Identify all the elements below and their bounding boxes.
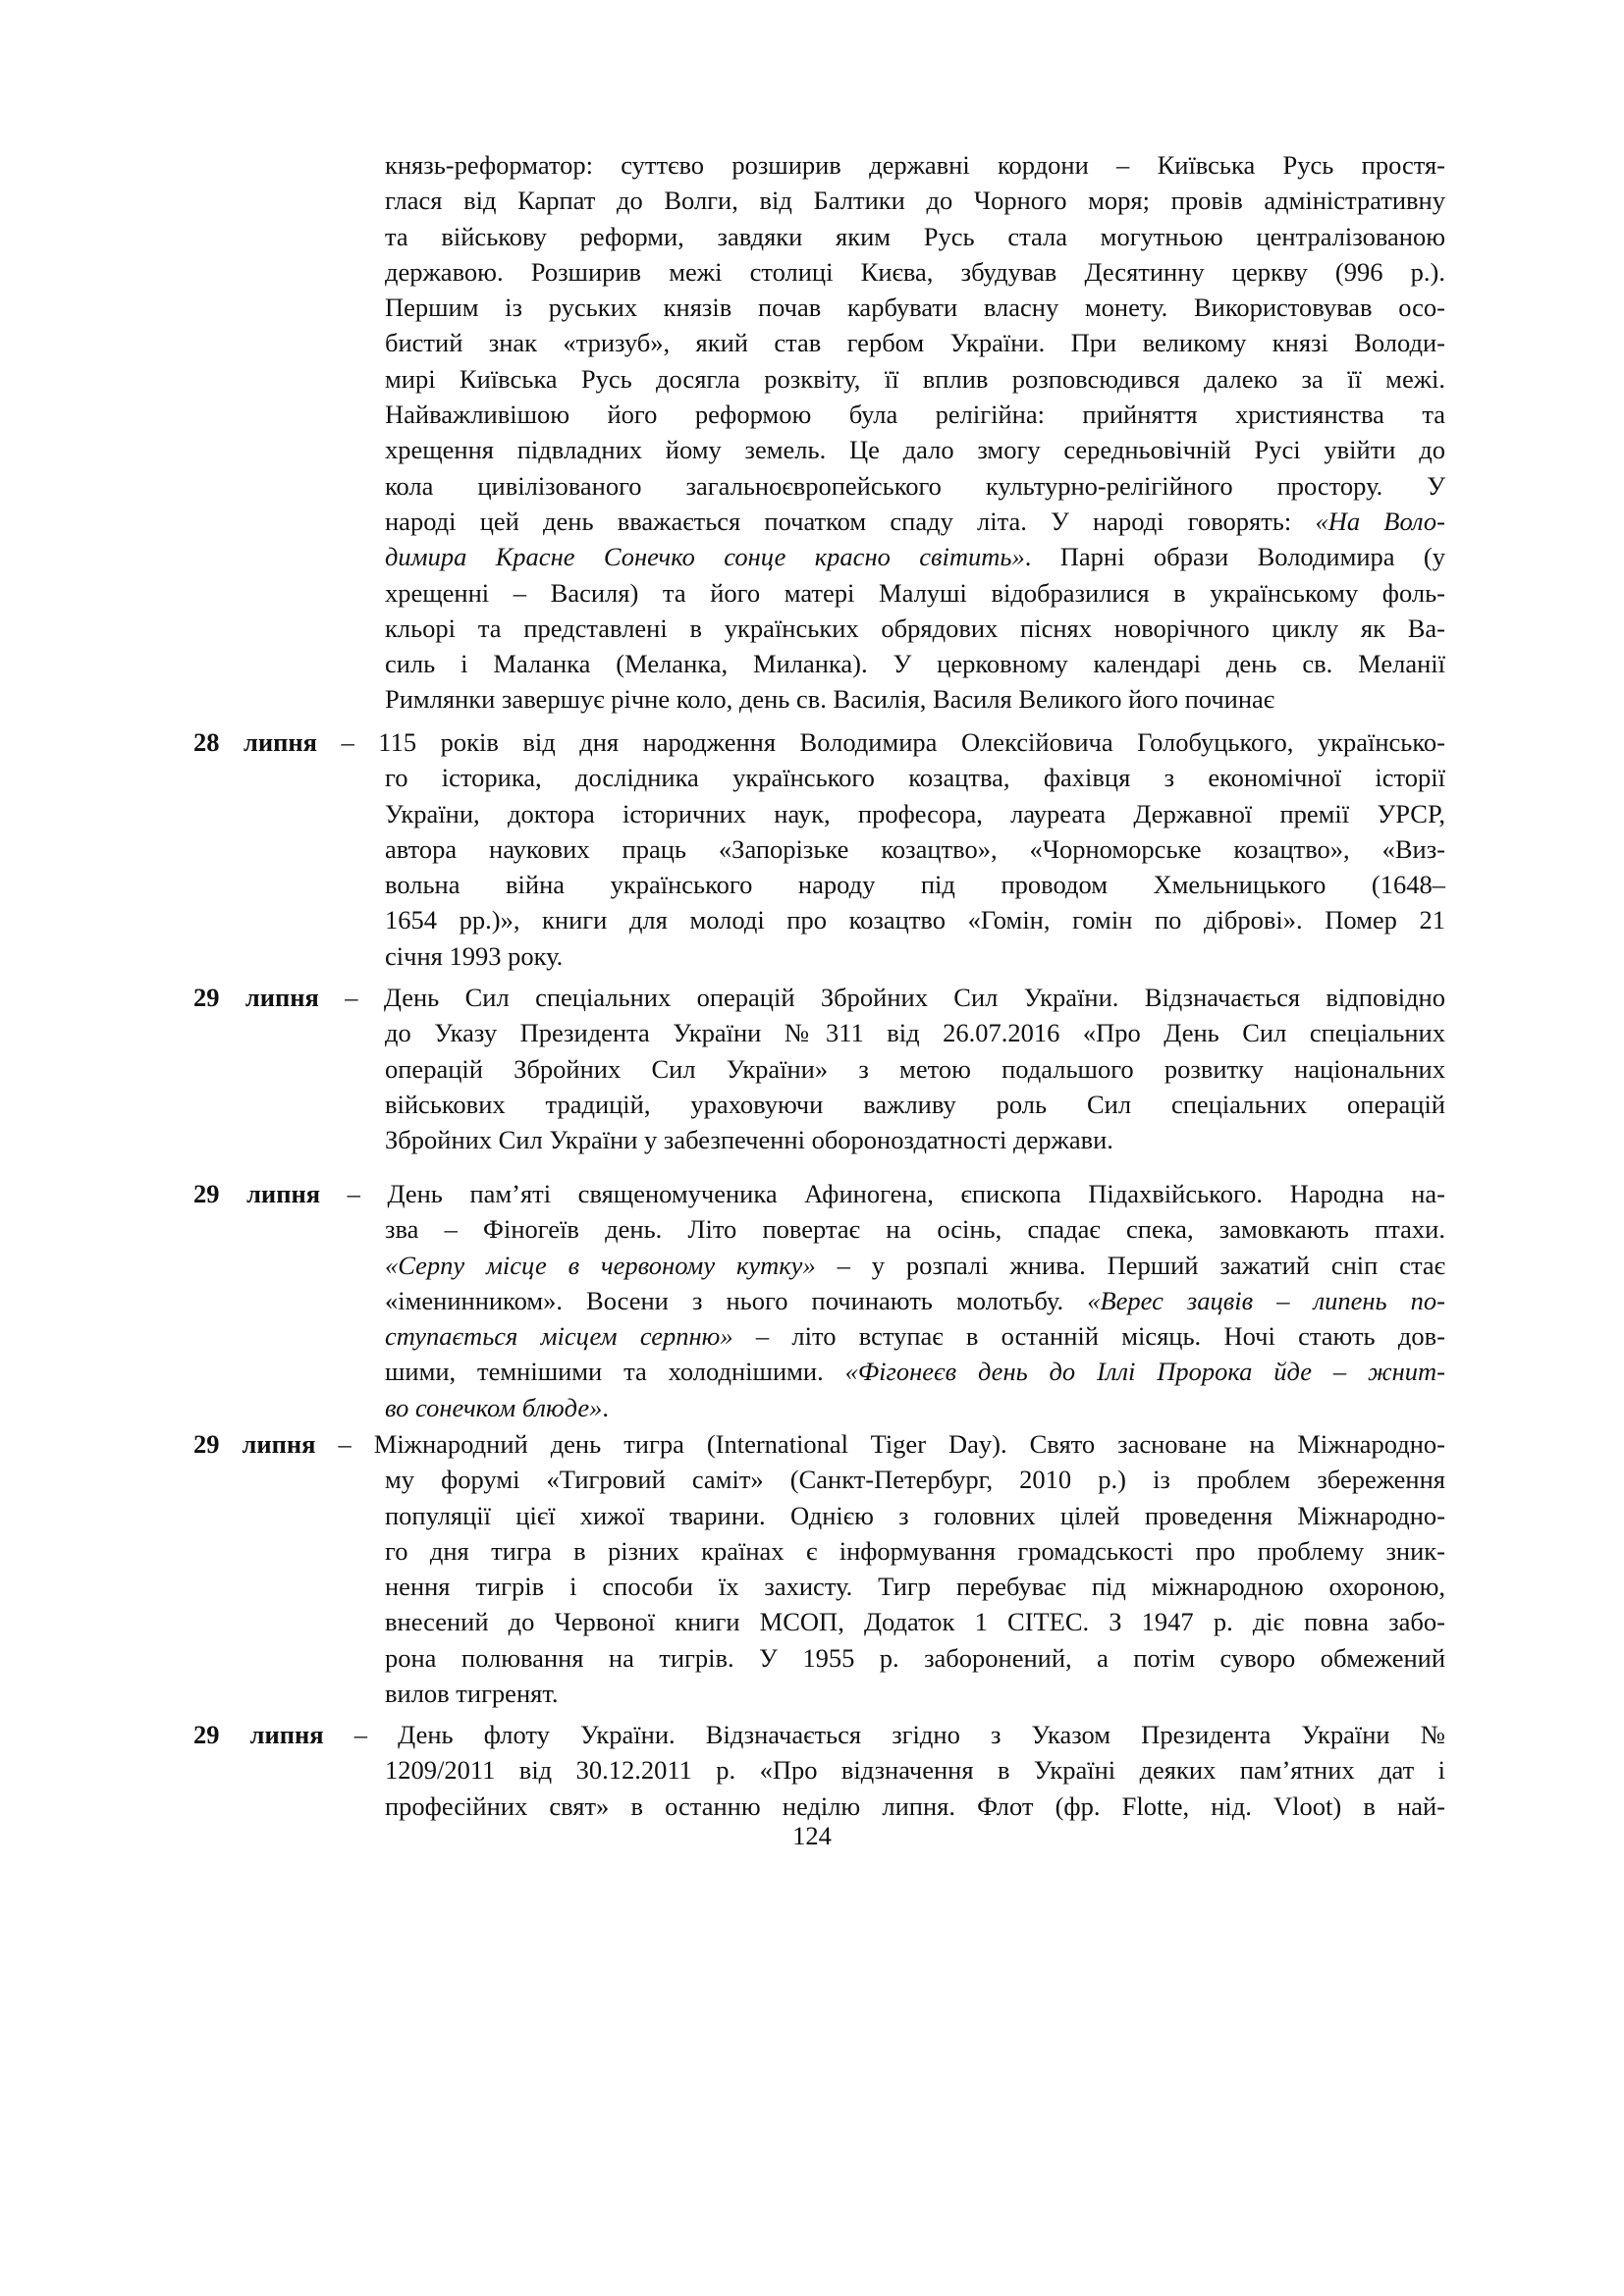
- entry-date: 29 липня: [193, 1429, 316, 1459]
- text-line: 1654 рр.)», книги для молоді про козацтво «Гомін, гомін по діброві». Помер 21: [385, 905, 1445, 935]
- text-line: державою. Розширив межі столиці Києва, збудував Десятинну церкву (996 р.).: [385, 256, 1445, 287]
- text-run: – у розпалі жнива. Перший зажатий сніп стає: [815, 1250, 1445, 1280]
- calendar-entry: [193, 724, 1445, 974]
- text-line: до Указу Президента України №311 від 26.07.2016 «Про День Сил спеціальних: [385, 1018, 1445, 1048]
- text-line: вольна війна українського народу під проводом Хмельницького (1648–: [385, 870, 1445, 900]
- intro-paragraph: [385, 147, 1445, 718]
- calendar-entry: [193, 980, 1445, 1157]
- entry-date: 29 липня: [193, 1720, 324, 1749]
- text-line: України, доктора історичних наук, професора, лауреата Державної премії УРСР,: [385, 798, 1445, 828]
- folk-saying: во сонечком блюде»: [385, 1392, 603, 1422]
- text-line: [385, 504, 1445, 539]
- entry-body: [385, 1015, 1445, 1157]
- text-line: популяції цієї хижої тварини. Однією з головних цілей проведення Міжнародно-: [385, 1500, 1445, 1530]
- text-line: зва – Фіногеїв день. Літо повертає на осінь, спадає спека, замовкають птахи.: [385, 1214, 1445, 1245]
- text-line: бистий знак «тризуб», який став гербом України. При великому князі Володи-: [385, 328, 1445, 358]
- entry-first-line: [193, 724, 1445, 760]
- text-line: хрещенні – Василя) та його матері Малуші відобразилися в українському фоль-: [385, 577, 1445, 608]
- text-line: Збройних Сил України у забезпеченні обороноздатності держави.: [385, 1125, 1113, 1155]
- text-line: силь і Маланка (Меланка, Миланка). У церковному календарі день св. Меланії: [385, 649, 1445, 679]
- text-line: 1209/2011 від 30.12.2011 р. «Про відзначення в Україні деяких пам’ятних дат і: [385, 1755, 1445, 1786]
- entry-date: 29 липня: [193, 983, 319, 1012]
- text-line: глася від Карпат до Волги, від Балтики до Чорного моря; провів адміністративну: [385, 186, 1445, 216]
- text-line: [385, 539, 1445, 574]
- text-run: шими, темнішими та холоднішими.: [385, 1357, 845, 1387]
- text-line: князь-реформатор: суттєво розширив державні кордони – Київська Русь простя-: [385, 150, 1445, 180]
- text-line: рона полювання на тигрів. У 1955 р. заборонений, а потім суворо обмежений: [385, 1642, 1445, 1673]
- folk-saying: «Верес зацвів – липень по-: [1087, 1285, 1445, 1315]
- text-line: нення тигрів і способи їх захисту. Тигр перебуває під міжнародною охороною,: [385, 1572, 1445, 1602]
- folk-saying: димира Красне Сонечко сонце красно світить»: [385, 542, 1025, 572]
- text-line: внесений до Червоної книги МСОП, Додаток 1 СІТЕС. З 1947 р. діє повна забо-: [385, 1607, 1445, 1637]
- entry-text: – День Сил спеціальних операцій Збройних Сил України. Відзначається відповідно: [318, 983, 1445, 1012]
- folk-saying: «На Воло-: [1315, 506, 1445, 536]
- text-line: [385, 1318, 1445, 1354]
- entry-text: – 115 років від дня народження Володимира Олексійовича Голобуцького, українсько-: [317, 727, 1445, 757]
- text-line: операцій Збройних Сил України» з метою подальшого розвитку національних: [385, 1053, 1445, 1084]
- text-run: .: [602, 1392, 610, 1422]
- page-number: 124: [792, 1821, 832, 1850]
- entry-date: 29 липня: [193, 1179, 321, 1208]
- calendar-entry: [193, 1426, 1445, 1711]
- entry-first-line: [193, 1426, 1445, 1462]
- entry-text: – День пам’яті священомученика Афиногена, єпископа Підахвійського. Народна на-: [320, 1179, 1445, 1208]
- text-line: мирі Київська Русь досягла розквіту, її вплив розповсюдився далеко за її межі.: [385, 363, 1445, 394]
- text-line: [385, 1390, 1445, 1425]
- text-run: – літо вступає в останній місяць. Ночі стають дов-: [732, 1321, 1445, 1352]
- entry-text: – День флоту України. Відзначається згідно з Указом Президента України №: [323, 1720, 1445, 1749]
- entry-first-line: [193, 980, 1445, 1015]
- text-line: та військову реформи, завдяки яким Русь стала могутньою централізованою: [385, 221, 1445, 251]
- text-line: Римлянки завершує річне коло, день св. Василія, Василя Великого його починає: [385, 684, 1275, 715]
- entry-date: 28 липня: [193, 727, 318, 757]
- text-run: . Парні образи Володимира (у: [1024, 542, 1446, 572]
- text-line: кола цивілізованого загальноєвропейського культурно-релігійного простору. У: [385, 470, 1445, 501]
- text-line: військових традицій, ураховуючи важливу роль Сил спеціальних операцій: [385, 1089, 1445, 1119]
- entry-text: – Міжнародний день тигра (International Tiger Day). Свято засноване на Міжнародно-: [315, 1429, 1445, 1459]
- text-line: хрещення підвладних йому земель. Це дало змогу середньовічній Русі увійти до: [385, 435, 1445, 465]
- folk-saying: «Фігонеєв день до Іллі Пророка йде – жнит-: [844, 1357, 1445, 1387]
- entry-body: [385, 1211, 1445, 1425]
- text-line: січня 1993 року.: [385, 940, 564, 971]
- text-run: «іменинником». Восени з нього починають молотьбу.: [385, 1285, 1088, 1315]
- text-line: професійних свят» в останню неділю липня. Флот (фр. Flotte, нід. Vloot) в най-: [385, 1790, 1445, 1821]
- entry-first-line: [193, 1176, 1445, 1211]
- entry-body: [385, 1462, 1445, 1711]
- text-line: Найважливішою його реформою була релігійна: прийняття християнства та: [385, 400, 1445, 430]
- text-line: вилов тигренят.: [385, 1679, 559, 1709]
- calendar-entry: [193, 1176, 1445, 1425]
- folk-saying: «Серпу місце в червоному кутку»: [385, 1250, 816, 1280]
- text-line: го історика, дослідника українського козацтва, фахівця з економічної історії: [385, 763, 1445, 793]
- text-line: Першим із руських князів почав карбувати власну монету. Використовував осо-: [385, 293, 1445, 323]
- entry-body: [385, 1752, 1445, 1824]
- entry-first-line: [193, 1717, 1445, 1752]
- entry-body: [385, 760, 1445, 974]
- folk-saying: ступається місцем серпню»: [385, 1321, 733, 1352]
- text-line: автора наукових праць «Запорізьке козацтво», «Чорноморське козацтво», «Виз-: [385, 833, 1445, 864]
- text-line: [385, 1248, 1445, 1283]
- calendar-entry: [193, 1717, 1445, 1824]
- text-line: [385, 1354, 1445, 1389]
- text-line: му форумі «Тигровий саміт» (Санкт-Петербург, 2010 р.) із проблем збереження: [385, 1465, 1445, 1495]
- text-line: кльорі та представлені в українських обрядових піснях новорічного циклу як Ва-: [385, 613, 1445, 643]
- text-line: [385, 1283, 1445, 1318]
- text-line: го дня тигра в різних країнах є інформування громадськості про проблему зник-: [385, 1535, 1445, 1566]
- text-run: народі цей день вважається початком спаду літа. У народі говорять:: [385, 506, 1316, 536]
